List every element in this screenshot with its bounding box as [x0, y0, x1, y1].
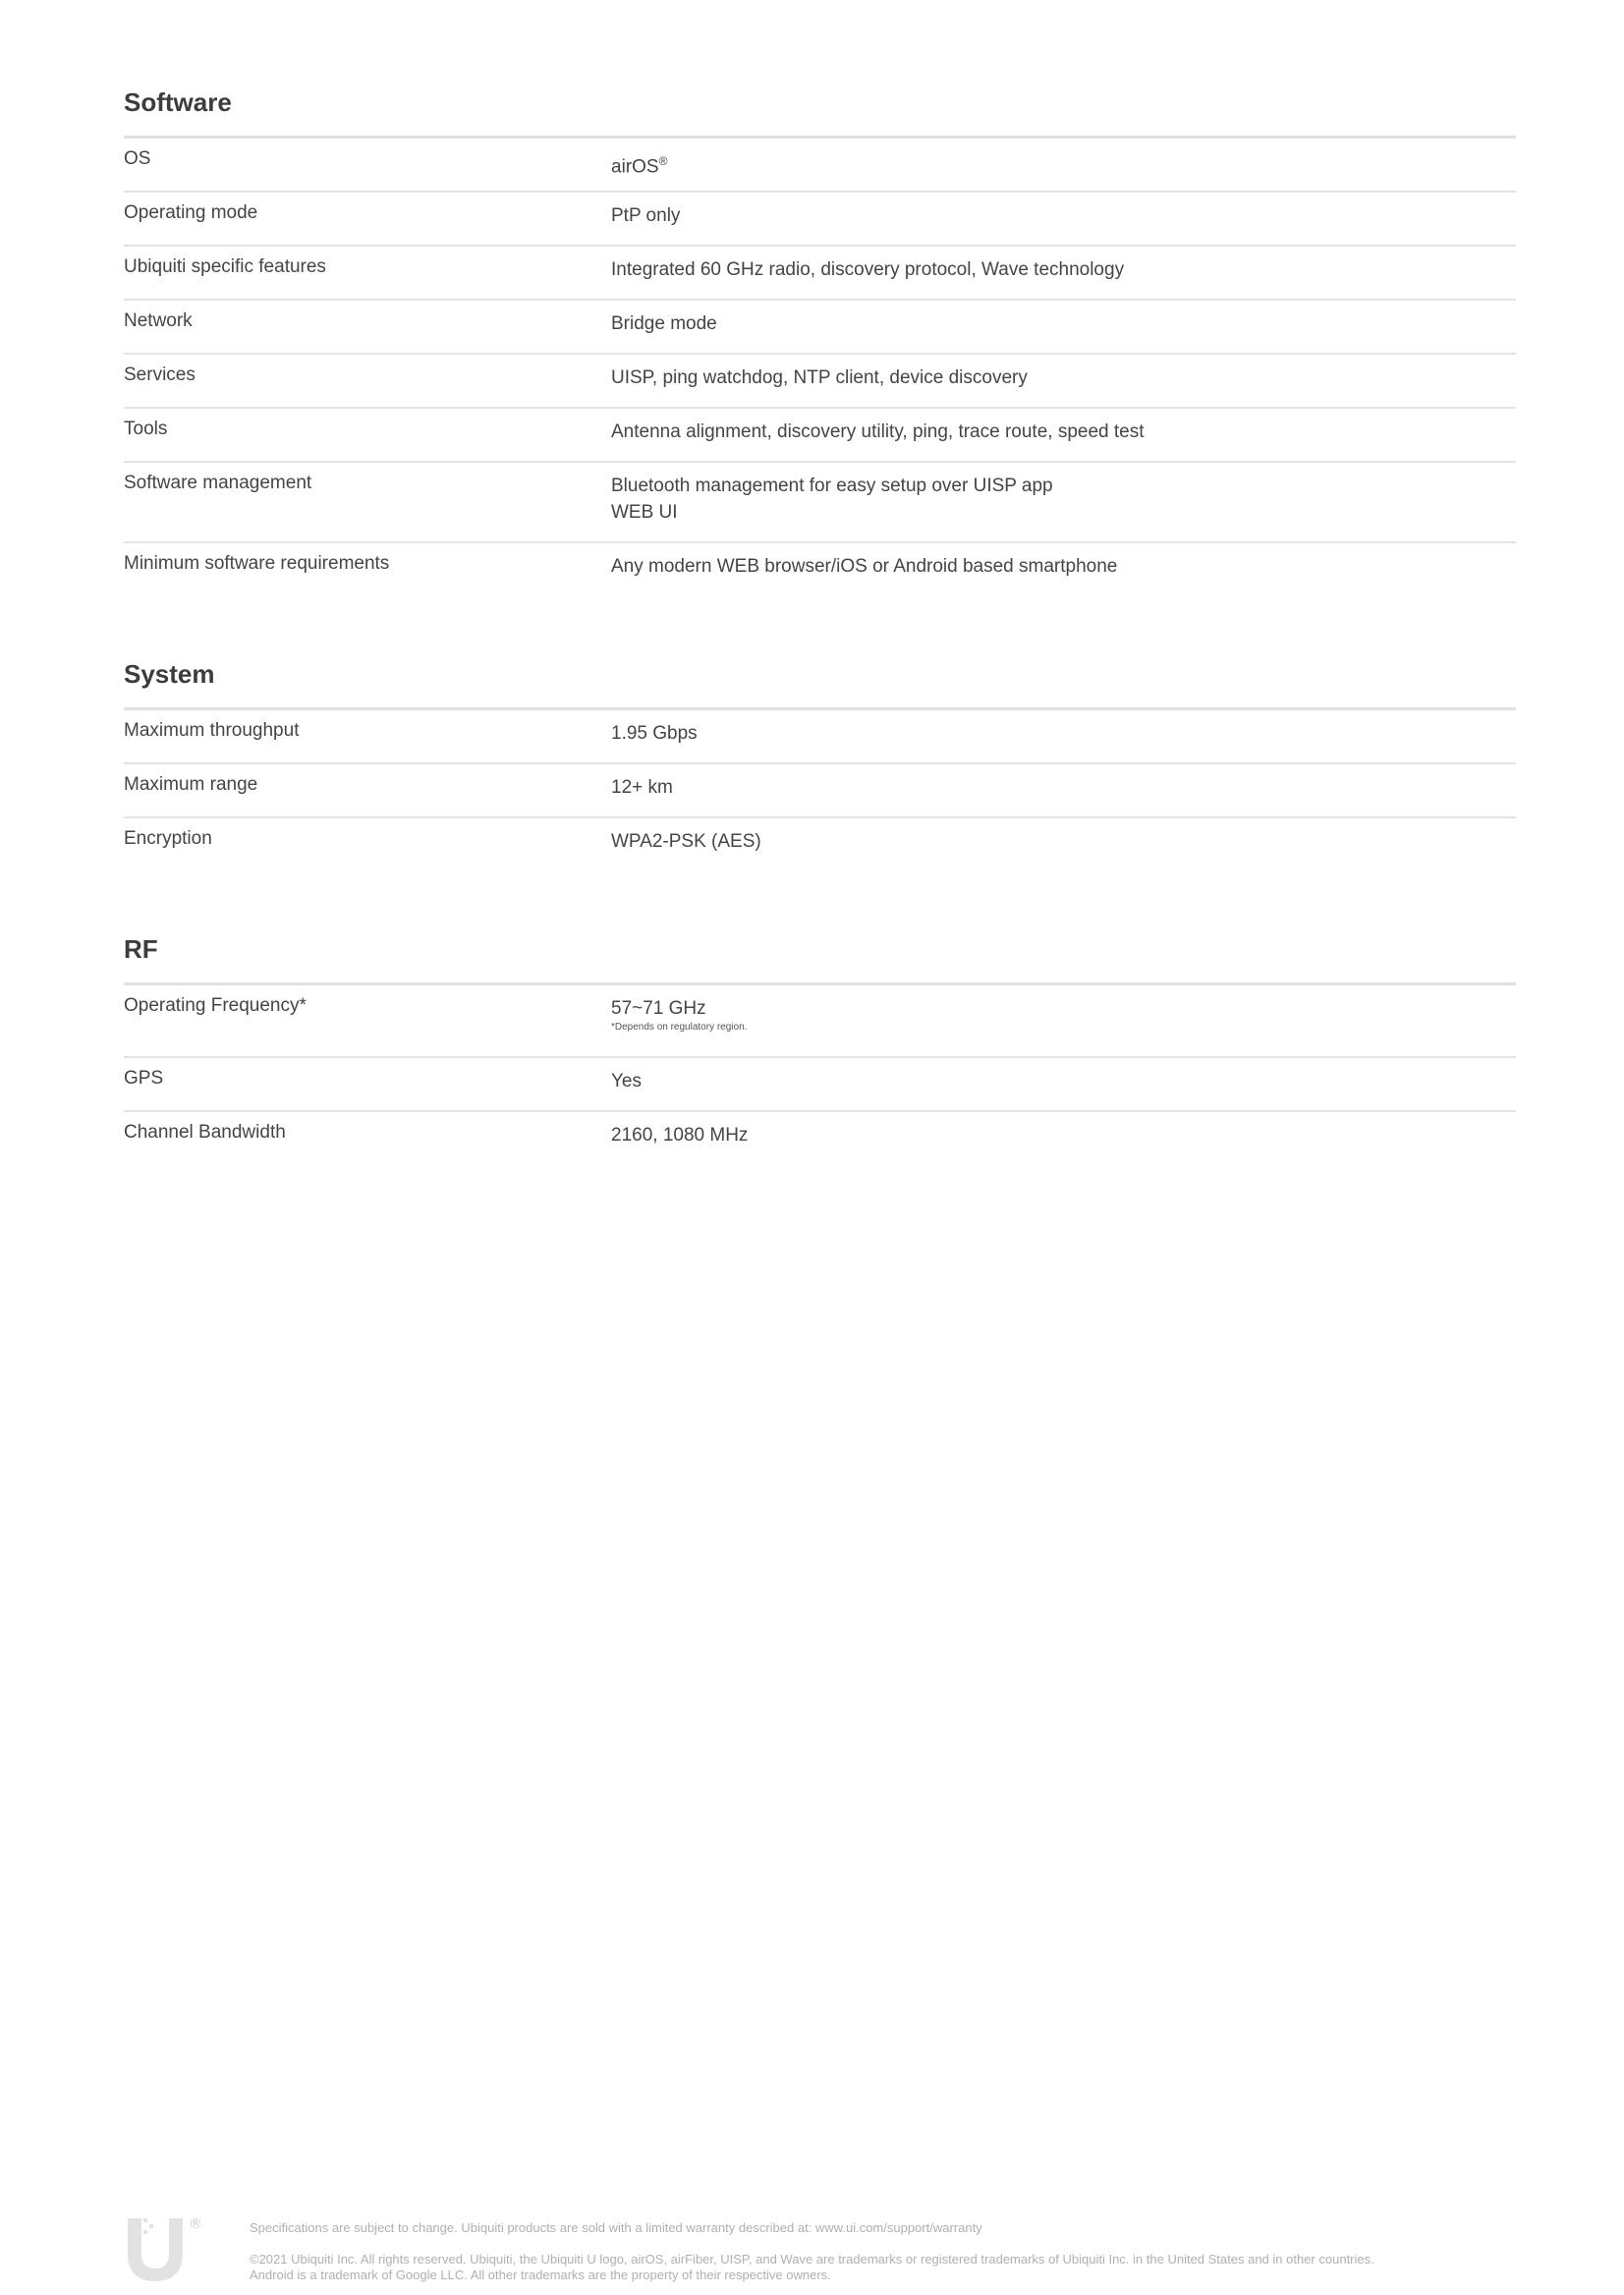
spec-row-operating-mode: [124, 193, 1516, 247]
spec-value: PtP only: [611, 205, 681, 226]
spec-label: Services: [124, 364, 196, 385]
spec-row-operating-frequency: [124, 985, 1516, 1058]
spec-row-features: [124, 247, 1516, 301]
spec-value: UISP, ping watchdog, NTP client, device discovery: [611, 367, 1028, 388]
rf-section: [124, 927, 1516, 1166]
spec-value: WPA2-PSK (AES): [611, 831, 761, 852]
ubiquiti-u-logo-icon: [124, 2212, 204, 2283]
footer: [124, 2212, 1519, 2281]
section-title: RF: [124, 934, 158, 964]
spec-label: Maximum throughput: [124, 720, 300, 741]
spec-value: Any modern WEB browser/iOS or Android based smartphone: [611, 556, 1118, 577]
spec-label: Encryption: [124, 828, 212, 849]
spec-label: Network: [124, 310, 193, 331]
registered-mark: ®: [189, 2216, 202, 2232]
spec-value: Antenna alignment, discovery utility, ping, trace route, speed test: [611, 421, 1145, 442]
spec-row-max-range: [124, 764, 1516, 818]
spec-label: Ubiquiti specific features: [124, 256, 326, 277]
spec-value-line: 57~71 GHz: [611, 998, 706, 1019]
spec-value-text: airOS: [611, 156, 659, 178]
spec-row-min-requirements: [124, 543, 1516, 597]
spec-row-network: [124, 301, 1516, 355]
spec-value: Integrated 60 GHz radio, discovery protocol, Wave technology: [611, 259, 1125, 280]
spec-value: Bridge mode: [611, 313, 717, 334]
system-section: [124, 652, 1516, 872]
spec-value: 1.95 Gbps: [611, 723, 698, 744]
section-title: System: [124, 659, 215, 689]
software-section: [124, 81, 1516, 597]
spec-row-services: [124, 355, 1516, 409]
spec-label: Software management: [124, 473, 312, 493]
spec-label: Channel Bandwidth: [124, 1122, 286, 1143]
spec-value: 12+ km: [611, 777, 673, 798]
spec-label: OS: [124, 148, 151, 169]
footer-copyright: ©2021 Ubiquiti Inc. All rights reserved. Ubiquiti, the Ubiquiti U logo, airOS, airFiber, UISP, and Wave are trademarks or registered trademarks of Ubiquiti Inc. in the United States and in other countries.: [250, 2252, 1374, 2267]
registered-mark: ®: [658, 154, 668, 168]
spec-value: [611, 148, 1495, 180]
spec-row-software-management: [124, 463, 1516, 543]
spec-value: 2160, 1080 MHz: [611, 1125, 749, 1146]
footer-disclaimer: Specifications are subject to change. Ubiquiti products are sold with a limited warranty described at: www.ui.com/support/warranty: [250, 2220, 982, 2235]
spec-row-max-throughput: [124, 710, 1516, 764]
spec-row-channel-bandwidth: [124, 1112, 1516, 1166]
spec-value: Yes: [611, 1071, 642, 1092]
spec-row-tools: [124, 409, 1516, 463]
footer-trademarks: Android is a trademark of Google LLC. All other trademarks are the property of their respective owners.: [250, 2267, 831, 2282]
spec-row-gps: [124, 1058, 1516, 1112]
spec-value: [611, 473, 1495, 526]
spec-row-encryption: [124, 818, 1516, 872]
footnote: *Depends on regulatory region.: [611, 1022, 748, 1033]
spec-row-os: [124, 139, 1516, 193]
spec-label: Operating Frequency*: [124, 995, 307, 1016]
spec-label: Tools: [124, 419, 168, 439]
spec-value-line: Bluetooth management for easy setup over UISP app: [611, 476, 1053, 496]
spec-label: Maximum range: [124, 774, 258, 795]
spec-value-line: WEB UI: [611, 502, 678, 523]
spec-label: Operating mode: [124, 202, 258, 223]
section-title: Software: [124, 87, 232, 117]
spec-value: [611, 995, 1495, 1034]
spec-label: Minimum software requirements: [124, 553, 390, 574]
spec-label: GPS: [124, 1068, 164, 1089]
